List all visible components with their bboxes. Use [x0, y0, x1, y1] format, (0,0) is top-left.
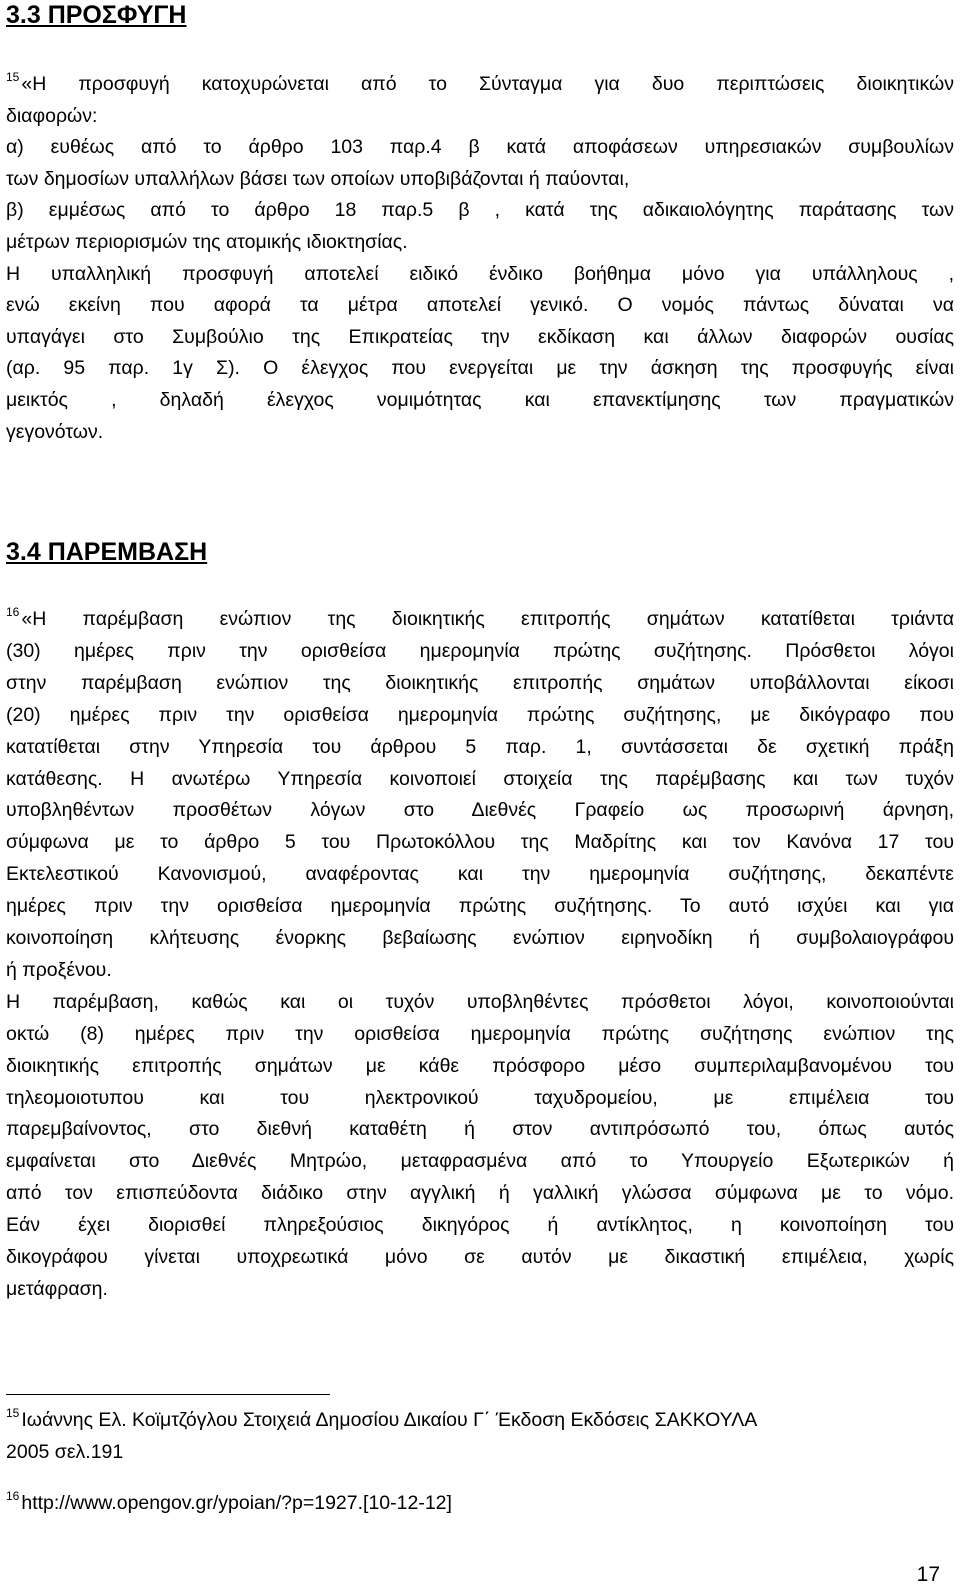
line-text: (30) ημέρες πριν την ορισθείσα ημερομηνία πρώτης συζήτησης. Πρόσθετοι λόγοι: [6, 639, 954, 662]
line-text: (20) ημέρες πριν την ορισθείσα ημερομηνία πρώτης συζήτησης, με δικόγραφο που: [6, 703, 954, 726]
paragraph-line: [6, 637, 954, 665]
paragraph-line: [6, 860, 954, 888]
line-text: δικογράφου γίνεται υποχρεωτικά μόνο σε αυτόν με δικαστική επιμέλεια, χωρίς: [6, 1246, 954, 1268]
paragraph-line: [6, 605, 954, 633]
paragraph-line: [6, 196, 954, 224]
paragraph-line: [6, 701, 954, 729]
paragraph-line: [6, 892, 954, 920]
paragraph-line: [6, 733, 954, 761]
paragraph-line: [6, 323, 954, 351]
paragraph-line: [6, 70, 954, 98]
paragraph-line: [6, 988, 954, 1016]
section-heading-3-3: 3.3 ΠΡΟΣΦΥΓΗ: [6, 1, 187, 29]
paragraph-line: [6, 1275, 954, 1303]
paragraph-line: [6, 1243, 954, 1271]
section-heading-3-4: 3.4 ΠΑΡΕΜΒΑΣΗ: [6, 538, 208, 566]
line-text: στην παρέμβαση ενώπιον της διοικητικής επιτροπής σημάτων υποβάλλονται είκοσι: [6, 671, 954, 694]
paragraph-line: [6, 1020, 954, 1048]
footnote-16: [6, 1489, 954, 1517]
line-text: Εκτελεστικού Κανονισμού, αναφέροντας και την ημερομηνία συζήτησης, δεκαπέντε: [6, 863, 954, 886]
line-text: α) ευθέως από το άρθρο 103 παρ.4 β κατά αποφάσεων υπηρεσιακών συμβουλίων: [6, 136, 954, 159]
line-text: διοικητικής επιτροπής σημάτων με κάθε πρόσφορο μέσο συμπεριλαμβανομένου του: [6, 1054, 954, 1077]
paragraph-line: [6, 796, 954, 824]
line-text: (αρ. 95 παρ. 1γ Σ). Ο έλεγχος που ενεργείται με την άσκηση της προσφυγής είναι: [6, 357, 954, 380]
footnote-reference[interactable]: 16: [6, 605, 20, 619]
paragraph-line: [6, 102, 954, 130]
paragraph-line: [6, 669, 954, 697]
paragraph-line: [6, 1052, 954, 1080]
paragraph-line: [6, 1211, 954, 1239]
paragraph-line: [6, 828, 954, 856]
line-text: από τον επισπεύδοντα διάδικο στην αγγλική ή γαλλική γλώσσα σύμφωνα με το νόμο.: [6, 1182, 954, 1205]
footnote-16-link[interactable]: http://www.opengov.gr/ypoian/?p=1927.[10-12-12]: [21, 1492, 452, 1514]
paragraph-line: [6, 418, 954, 446]
line-text: κοινοποίηση κλήτευσης ένορκης βεβαίωσης ενώπιον ειρηνοδίκη ή συμβολαιογράφου: [6, 927, 954, 949]
line-text: μετάφραση.: [6, 1277, 108, 1300]
line-text: μέτρων περιορισμών της ατομικής ιδιοκτησίας.: [6, 231, 408, 253]
line-text: διαφορών:: [6, 104, 98, 127]
paragraph-line: [6, 956, 954, 984]
line-text: των δημοσίων υπαλλήλων βάσει των οποίων υποβιβάζονται ή παύονται,: [6, 167, 630, 190]
footnote-15-text: Ιωάννης Ελ. Κοϊμτζόγλου Στοιχειά Δημοσίου Δικαίου Γ΄ Έκδοση Εκδόσεις ΣΑΚΚΟΥΛΑ: [21, 1409, 758, 1431]
footnote-15-number: 15: [6, 1406, 20, 1420]
line-text: β) εμμέσως από το άρθρο 18 παρ.5 β , κατά της αδικαιολόγητης παράτασης των: [6, 199, 954, 222]
footnote-reference[interactable]: 15: [6, 70, 20, 84]
line-text: οκτώ (8) ημέρες πριν την ορισθείσα ημερομηνία πρώτης συζήτησης ενώπιον της: [6, 1022, 954, 1045]
paragraph-line: [6, 291, 954, 319]
paragraph-line: [6, 765, 954, 793]
paragraph-line: [6, 133, 954, 161]
line-text: Η παρέμβαση, καθώς και οι τυχόν υποβληθέντες πρόσθετοι λόγοι, κοινοποιούνται: [6, 990, 954, 1013]
line-text: ή προξένου.: [6, 958, 112, 981]
paragraph-line: [6, 260, 954, 288]
footnote-separator: [6, 1394, 330, 1395]
line-text: «Η παρέμβαση ενώπιον της διοικητικής επιτροπής σημάτων κατατίθεται τριάντα: [21, 608, 954, 630]
footnote-16-number: 16: [6, 1489, 20, 1503]
line-text: κατατίθεται στην Υπηρεσία του άρθρου 5 παρ. 1, συντάσσεται δε σχετική πράξη: [6, 735, 954, 758]
line-text: εμφαίνεται στο Διεθνές Μητρώο, μεταφρασμένα από το Υπουργείο Εξωτερικών ή: [6, 1150, 954, 1173]
line-text: υποβληθέντων προσθέτων λόγων στο Διεθνές Γραφείο ως προσωρινή άρνηση,: [6, 799, 954, 822]
paragraph-line: [6, 354, 954, 382]
line-text: «Η προσφυγή κατοχυρώνεται από το Σύνταγμα για δυο περιπτώσεις διοικητικών: [21, 73, 954, 95]
paragraph-line: [6, 1115, 954, 1143]
line-text: μεικτός , δηλαδή έλεγχος νομιμότητας και επανεκτίμησης των πραγματικών: [6, 389, 954, 411]
line-text: υπαγάγει στο Συμβούλιο της Επικρατείας την εκδίκαση και άλλων διαφορών ουσίας: [6, 325, 954, 348]
paragraph-line: [6, 386, 954, 414]
page-number: 17: [916, 1563, 940, 1586]
paragraph-line: [6, 228, 954, 256]
line-text: παρεμβαίνοντος, στο διεθνή καταθέτη ή στον αντιπρόσωπό του, όπως αυτός: [6, 1118, 954, 1141]
line-text: κατάθεσης. Η ανωτέρω Υπηρεσία κοινοποιεί στοιχεία της παρέμβασης και των τυχόν: [6, 767, 954, 790]
line-text: γεγονότων.: [6, 420, 104, 443]
paragraph-line: [6, 1179, 954, 1207]
line-text: Εάν έχει διορισθεί πληρεξούσιος δικηγόρος ή αντίκλητος, η κοινοποίηση του: [6, 1214, 954, 1237]
paragraph-line: [6, 1084, 954, 1112]
line-text: σύμφωνα με το άρθρο 5 του Πρωτοκόλλου της Μαδρίτης και τον Κανόνα 17 του: [6, 831, 954, 854]
paragraph-line: [6, 165, 954, 193]
line-text: Η υπαλληλική προσφυγή αποτελεί ειδικό ένδικο βοήθημα μόνο για υπάλληλους ,: [6, 262, 954, 285]
line-text: ενώ εκείνη που αφορά τα μέτρα αποτελεί γενικό. Ο νομός πάντως δύναται να: [6, 294, 954, 317]
footnote-15-continued: 2005 σελ.191: [6, 1441, 124, 1463]
line-text: ημέρες πριν την ορισθείσα ημερομηνία πρώτης συζήτησης. Το αυτό ισχύει και για: [6, 895, 954, 918]
footnote-15: [6, 1406, 954, 1434]
paragraph-line: [6, 1147, 954, 1175]
line-text: τηλεομοιοτυπου και του ηλεκτρονικού ταχυδρομείου, με επιμέλεια του: [6, 1086, 954, 1109]
paragraph-line: [6, 924, 954, 952]
